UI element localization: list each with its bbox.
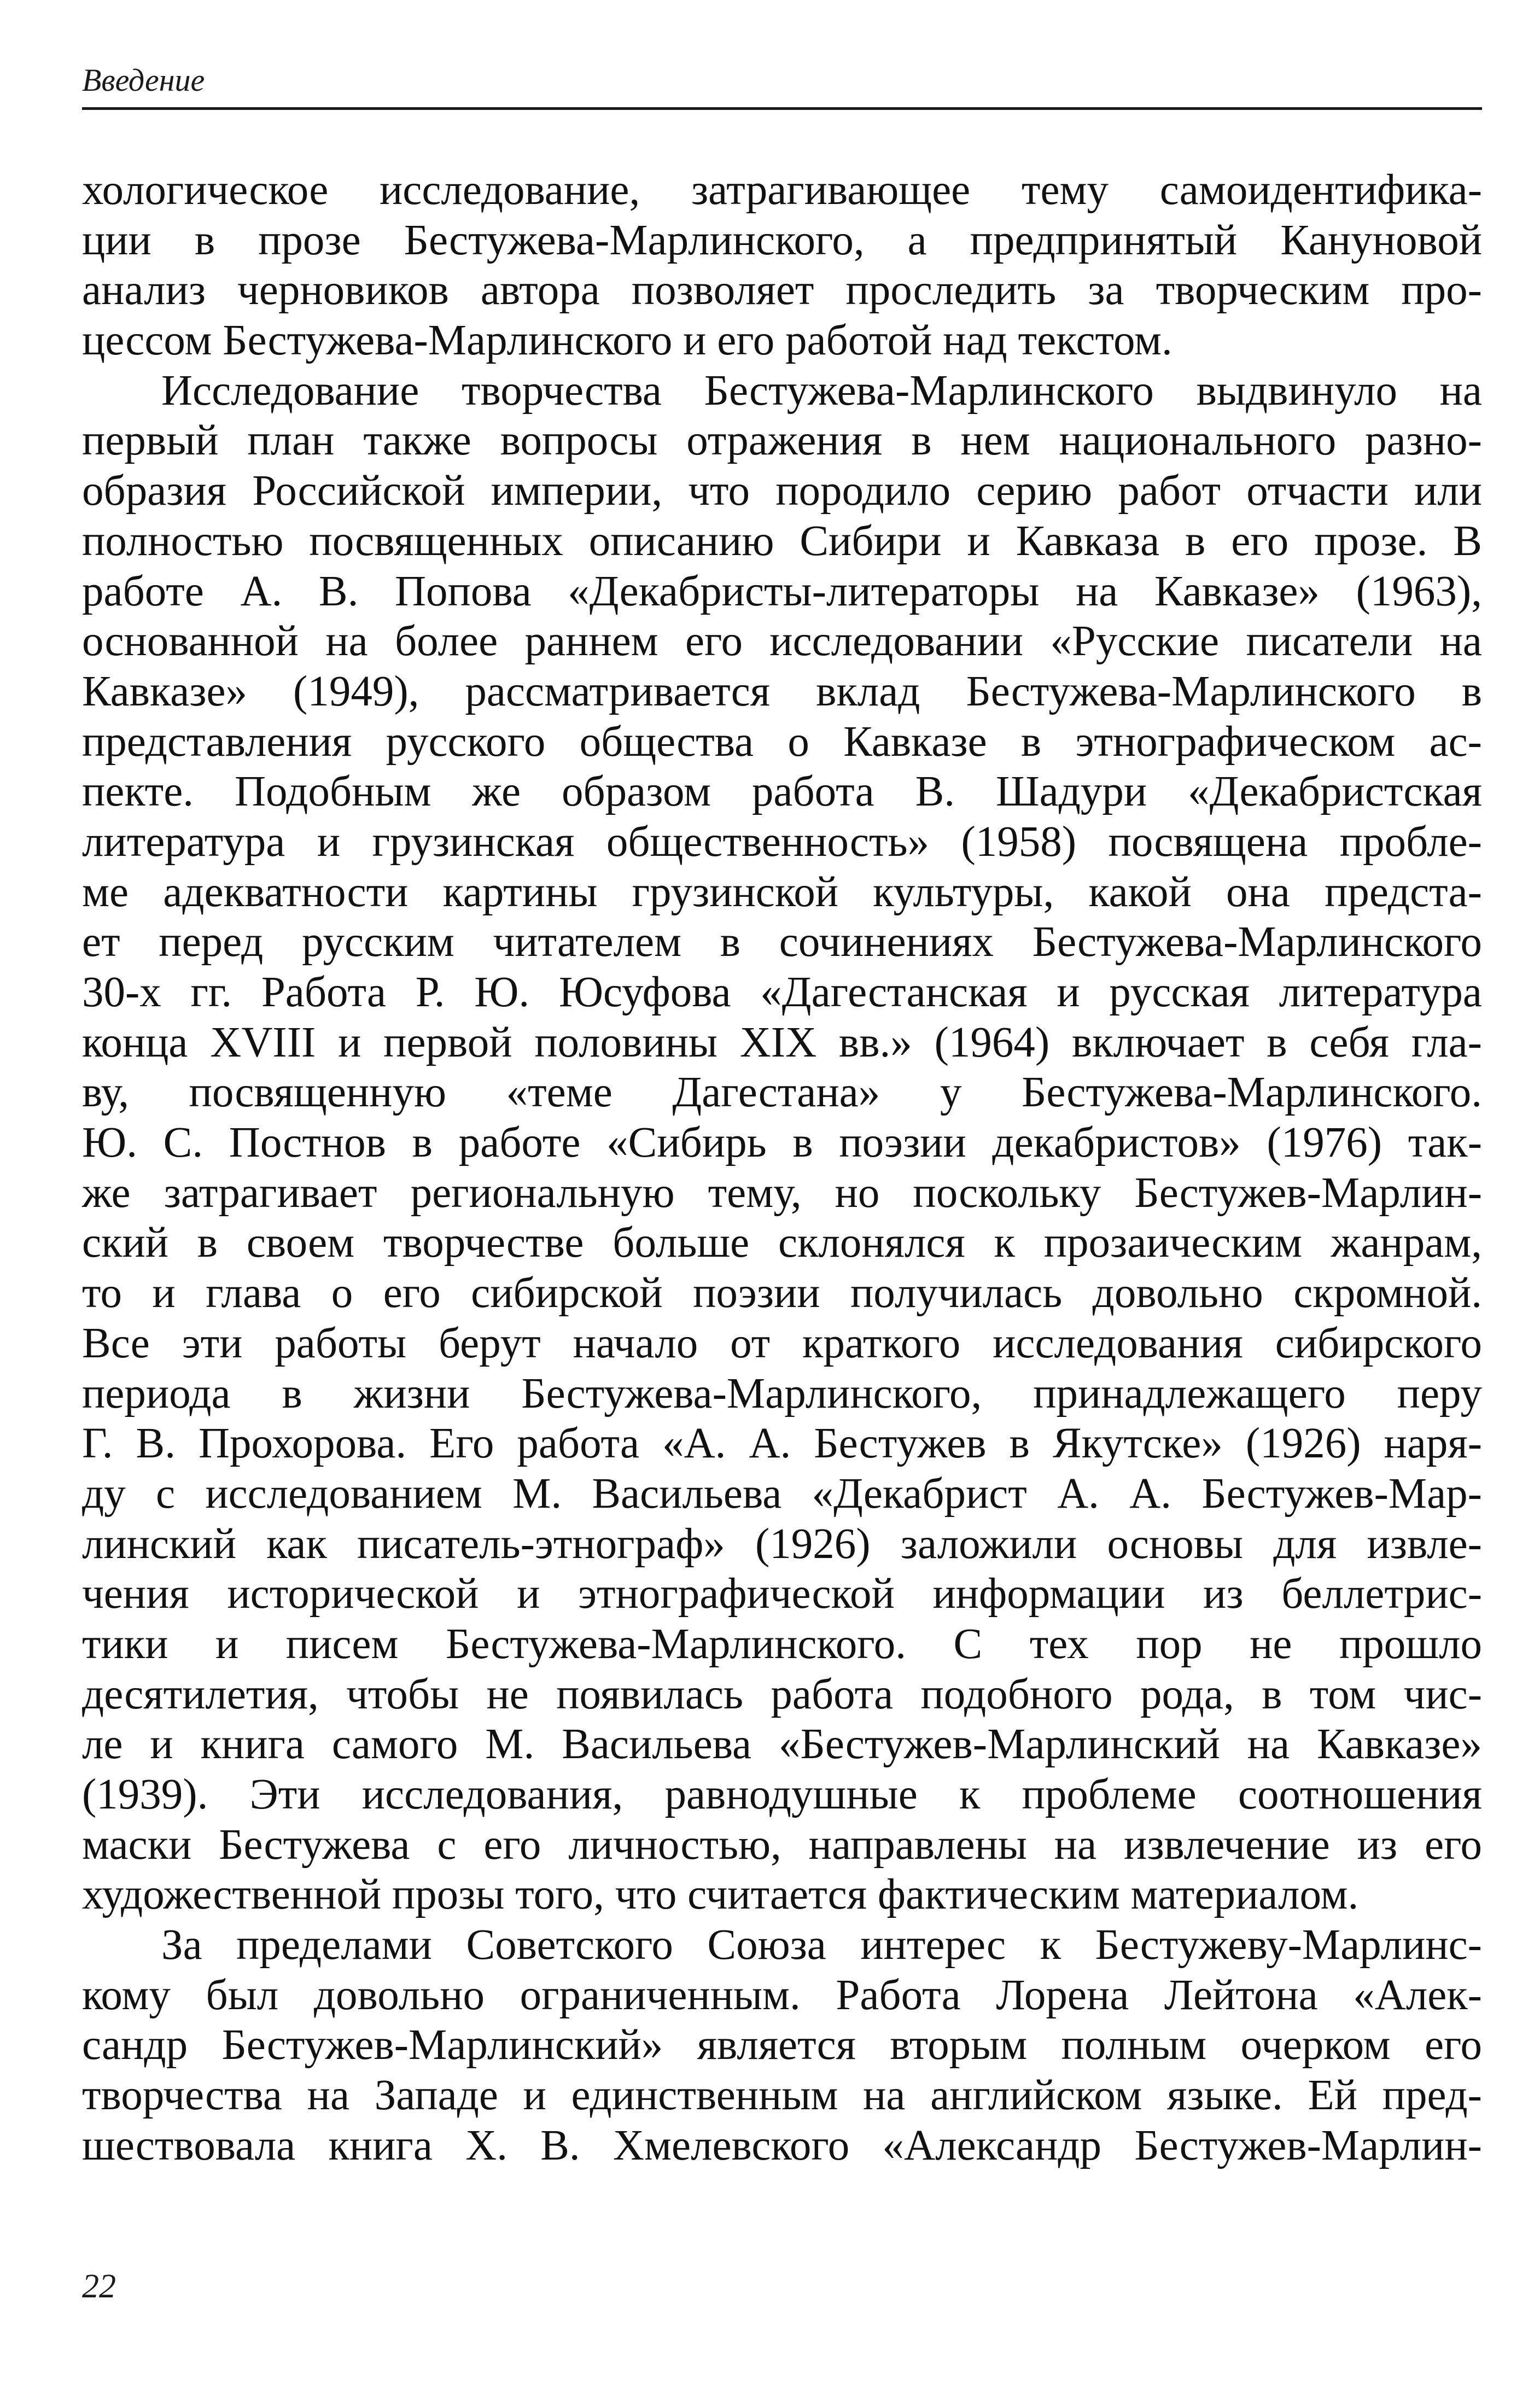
- text-line: периода в жизни Бестужева-Марлинского, принадлежащего перу: [82, 1369, 1482, 1417]
- text-line: ле и книга самого М. Васильева «Бестужев-Марлинский на Кавказе»: [82, 1720, 1482, 1769]
- text-line: работе А. В. Попова «Декабристы-литераторы на Кавказе» (1963),: [82, 567, 1482, 615]
- text-line: ду с исследованием М. Васильева «Декабрист А. А. Бестужев-Мар-: [82, 1469, 1482, 1518]
- text-line: 30-х гг. Работа Р. Ю. Юсуфова «Дагестанская и русская литература: [82, 968, 1482, 1016]
- text-line: линский как писатель-этнограф» (1926) заложили основы для извле-: [82, 1520, 1482, 1568]
- text-line: ме адекватности картины грузинской культуры, какой она предста-: [82, 868, 1482, 916]
- text-line: полностью посвященных описанию Сибири и Кавказа в его прозе. В: [82, 517, 1482, 565]
- text-line: цессом Бестужева-Марлинского и его работой над текстом.: [82, 317, 1172, 365]
- text-line: сандр Бестужев-Марлинский» является вторым полным очерком его: [82, 2021, 1482, 2069]
- body-text: [82, 165, 1482, 2171]
- text-line: образия Российской империи, что породило серию работ отчасти или: [82, 467, 1482, 515]
- text-line: кому был довольно ограниченным. Работа Лорена Лейтона «Алек-: [82, 1971, 1482, 2019]
- text-line: ет перед русским читателем в сочинениях Бестужева-Марлинского: [82, 918, 1482, 966]
- text-line: то и глава о его сибирской поэзии получилась довольно скромной.: [82, 1269, 1482, 1317]
- text-line: Ю. С. Постнов в работе «Сибирь в поэзии декабристов» (1976) так-: [82, 1119, 1482, 1167]
- text-line: Все эти работы берут начало от краткого исследования сибирского: [82, 1319, 1482, 1367]
- text-line: Исследование творчества Бестужева-Марлинского выдвинуло на: [161, 366, 1482, 415]
- text-line: (1939). Эти исследования, равнодушные к проблеме соотношения: [82, 1771, 1482, 1818]
- text-line: Г. В. Прохорова. Его работа «А. А. Бестужев в Якутске» (1926) наря-: [82, 1420, 1482, 1468]
- text-line: основанной на более раннем его исследовании «Русские писатели на: [82, 617, 1482, 666]
- text-line: хологическое исследование, затрагивающее тему самоидентифика-: [82, 166, 1482, 214]
- text-line: же затрагивает региональную тему, но поскольку Бестужев-Марлин-: [82, 1169, 1482, 1217]
- text-line: творчества на Западе и единственным на английском языке. Ей пред-: [82, 2072, 1482, 2120]
- text-line: ции в прозе Бестужева-Марлинского, а предпринятый Кануновой: [82, 216, 1482, 264]
- text-line: представления русского общества о Кавказе в этнографическом ас-: [82, 717, 1482, 766]
- header-rule: [82, 107, 1482, 110]
- text-line: тики и писем Бестужева-Марлинского. С тех пор не прошло: [82, 1620, 1482, 1668]
- text-line: маски Бестужева с его личностью, направлены на извлечение из его: [82, 1820, 1482, 1869]
- text-line: литература и грузинская общественность» (1958) посвящена пробле-: [82, 818, 1482, 866]
- page-number: 22: [82, 2268, 116, 2305]
- text-line: шествовала книга Х. В. Хмелевского «Александр Бестужев-Марлин-: [82, 2121, 1482, 2169]
- text-line: первый план также вопросы отражения в нем национального разно-: [82, 417, 1482, 465]
- text-line: пекте. Подобным же образом работа В. Шадури «Декабристская: [82, 768, 1482, 816]
- text-line: художественной прозы того, что считается фактическим материалом.: [82, 1871, 1359, 1919]
- text-line: десятилетия, чтобы не появилась работа подобного рода, в том чис-: [82, 1670, 1482, 1718]
- text-line: конца XVIII и первой половины XIX вв.» (1964) включает в себя гла-: [82, 1018, 1482, 1066]
- text-line: ву, посвященную «теме Дагестана» у Бестужева-Марлинского.: [82, 1069, 1482, 1117]
- running-head: Введение: [82, 62, 205, 98]
- text-line: Кавказе» (1949), рассматривается вклад Бестужева-Марлинского в: [82, 667, 1482, 715]
- text-line: чения исторической и этнографической информации из беллетрис-: [82, 1570, 1482, 1618]
- text-line: За пределами Советского Союза интерес к Бестужеву-Марлинс-: [161, 1921, 1482, 1969]
- text-line: анализ черновиков автора позволяет проследить за творческим про-: [82, 266, 1482, 314]
- text-line: ский в своем творчестве больше склонялся к прозаическим жанрам,: [82, 1219, 1482, 1267]
